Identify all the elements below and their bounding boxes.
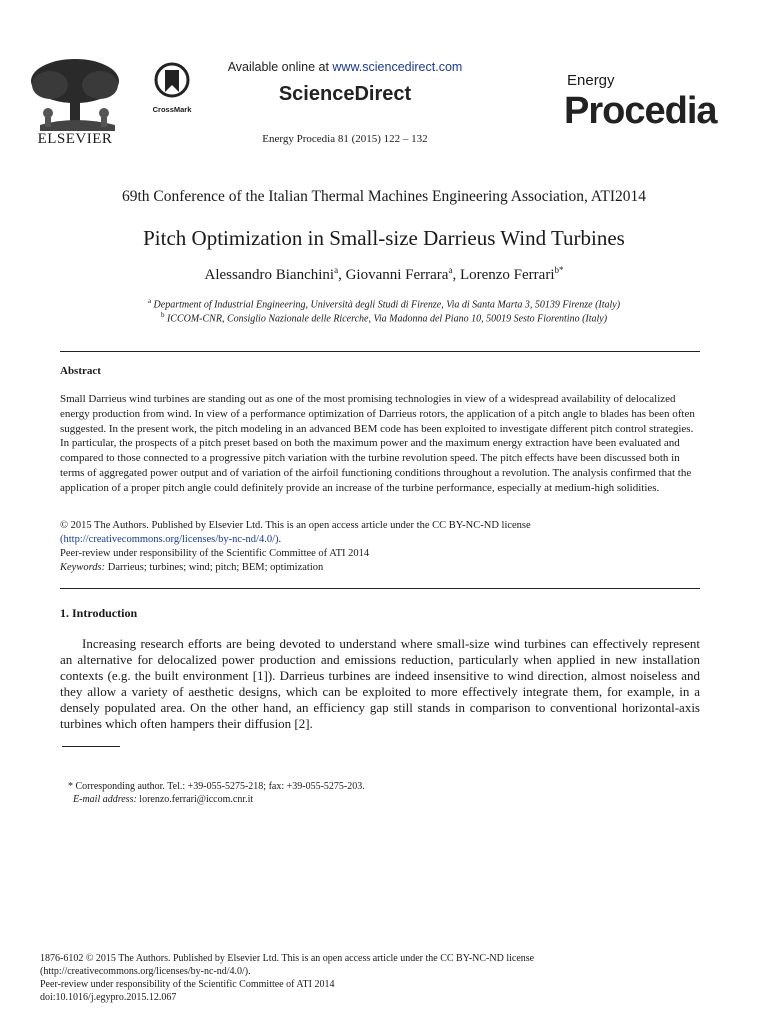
conference-name: 69th Conference of the Italian Thermal Machines Engineering Association, ATI2014 (122, 188, 646, 205)
availability-prefix: Available online at (227, 60, 333, 74)
author-name: Giovanni Ferrara (345, 267, 449, 283)
sciencedirect-brand: ScienceDirect (278, 83, 412, 105)
divider (60, 351, 700, 352)
journal-reference: Energy Procedia 81 (2015) 122 – 132 (262, 133, 428, 145)
license-end: . (278, 534, 282, 545)
author-affiliation-mark: a (448, 265, 453, 275)
availability-line (200, 60, 490, 74)
author-separator: , (338, 267, 346, 283)
author-name: Lorenzo Ferrari (459, 267, 555, 283)
affiliation-mark: b (160, 311, 165, 319)
keywords-list: Darrieus; turbines; wind; pitch; BEM; optimization (105, 562, 324, 573)
doi: doi:10.1016/j.egypro.2015.12.067 (40, 992, 177, 1003)
license-line: © 2015 The Authors. Published by Elsevier Ltd. This is an open access article under the CC BY-NC-ND license (60, 520, 531, 531)
author-list (30, 265, 738, 284)
divider (60, 588, 700, 589)
affiliation-b (30, 311, 738, 324)
email-address: lorenzo.ferrari@iccom.cnr.it (136, 794, 254, 805)
footer-license-link[interactable]: (http://creativecommons.org/licenses/by-nc-nd/4.0/) (40, 966, 249, 977)
publisher-name: ELSEVIER (37, 131, 113, 147)
affiliation-text: Department of Industrial Engineering, Università degli Studi di Firenze, Via di Santa Marta 3, 50139 Firenze (Italy) (151, 299, 621, 311)
corresponding-author: * Corresponding author. Tel.: +39-055-5275-218; fax: +39-055-5275-203. (68, 781, 365, 792)
corresponding-author-footnote (68, 780, 365, 806)
footer-peer-review: Peer-review under responsibility of the Scientific Committee of ATI 2014 (40, 979, 335, 990)
crossmark-label: CrossMark (152, 105, 192, 114)
paper-title: Pitch Optimization in Small-size Darrieus Wind Turbines (143, 226, 625, 250)
email-label: E-mail address: (73, 794, 137, 805)
license-link[interactable]: (http://creativecommons.org/licenses/by-nc-nd/4.0/) (60, 534, 279, 545)
author-affiliation-mark: b* (554, 265, 564, 275)
license-statement (60, 519, 700, 561)
journal-name-large: Procedia (564, 90, 717, 132)
abstract-heading: Abstract (60, 365, 101, 377)
affiliation-mark: a (147, 297, 152, 305)
journal-name-small: Energy (567, 72, 615, 89)
keywords-label: Keywords: (60, 562, 106, 573)
section-paragraph: Increasing research efforts are being devoted to understand where small-size wind turbines can effectively represent an alternative for delocalized power production and emissions reduction, particularly when applied in new installation contexts (e.g. the built environment [1]). Darrieus turbines are indeed insensitive to wind direction, almost noiseless and they allow a variety of aesthetic designs, which can be exploited to more effectively integrate them, for example, in a densely populated area. On the other hand, an efficiency gap still stands in comparison to conventional horizontal-axis turbines which often hampers their diffusion [2]. (60, 636, 700, 731)
footer-license-end: . (248, 966, 251, 977)
keywords-line (60, 562, 323, 573)
affiliation-text: ICCOM-CNR, Consiglio Nazionale delle Ricerche, Via Madonna del Piano 10, 50019 Sesto Fiorentino (Italy) (164, 313, 608, 325)
abstract-text: Small Darrieus wind turbines are standing out as one of the most promising technologies in view of a widespread availability of delocalized energy production from wind. In view of a performance optimization of Darrieus rotors, the application of a pitch angle to blades has been often suggested. In the present work, the pitch modeling in an advanced BEM code has been exploited to investigate different pitch control strategies. In particular, the prospects of a pitch preset based on both the maximum power and the maximum energy extraction have been evaluated and compared to those connected to a progressive pitch variation with the turbine revolution speed. The pitch effects have been discussed both in terms of aggregated power output and of variation of the airfoil functioning conditions throughout a revolution. The analysis confirmed that the application of a proper pitch angle could definitely provide an increase of the turbine performance, especially at medium-high solidities. (60, 393, 695, 494)
author-affiliation-mark: a (334, 265, 339, 275)
author-separator: , (452, 267, 460, 283)
section-heading: 1. Introduction (60, 606, 138, 620)
sciencedirect-link[interactable]: www.sciencedirect.com (332, 60, 463, 74)
affiliation-a (30, 297, 738, 310)
crossmark-icon (148, 62, 196, 98)
peer-review-note: Peer-review under responsibility of the Scientific Committee of ATI 2014 (60, 548, 370, 559)
issn-line: 1876-6102 © 2015 The Authors. Published by Elsevier Ltd. This is an open access article under the CC BY-NC-ND license (40, 953, 535, 964)
page-footer (40, 952, 740, 1004)
footnote-divider (62, 746, 120, 747)
crossmark-badge[interactable] (148, 62, 196, 114)
author-name: Alessandro Bianchini (204, 267, 335, 283)
